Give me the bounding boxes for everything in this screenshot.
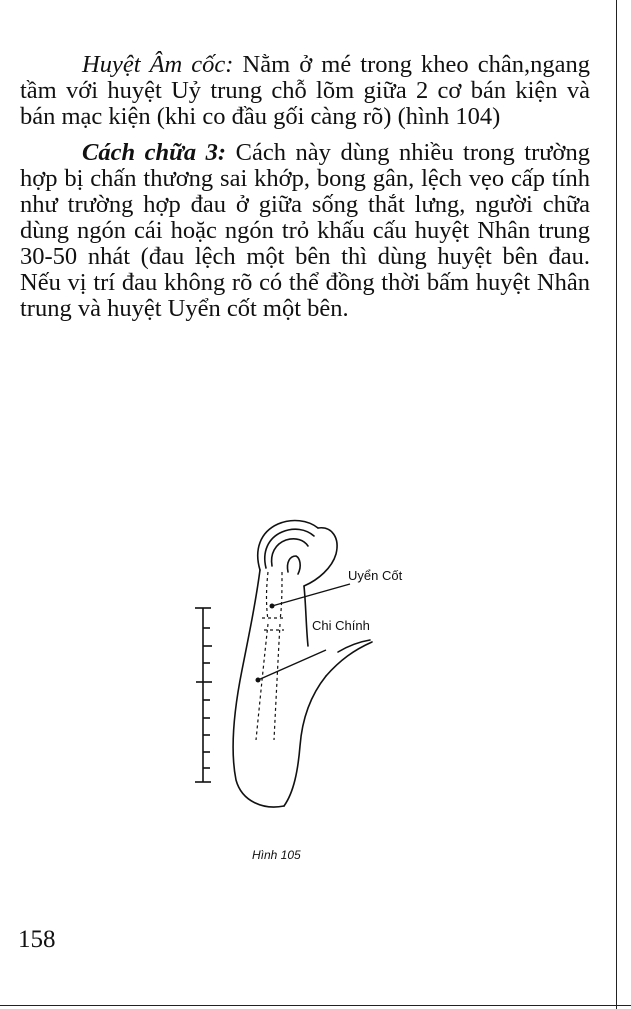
bone-lines xyxy=(256,572,286,740)
label-chi-chinh: Chi Chính xyxy=(312,618,370,633)
body-text xyxy=(20,52,590,332)
ruler xyxy=(195,608,212,782)
paragraph-body: Nằm ở mé trong kheo chân,ngang tầm với huyệt Uỷ trung chỗ lõm giữa 2 cơ bán kiện và bán mạc kiện (khi co đầu gối càng rõ) (hình 104) xyxy=(20,51,590,130)
page-edge-line xyxy=(616,0,618,1009)
paragraph-lead: Huyệt Âm cốc: xyxy=(82,51,234,78)
figure-caption: Hình 105 xyxy=(252,848,301,862)
hand-outline xyxy=(233,521,372,807)
page-number: 158 xyxy=(18,926,56,953)
uyen-cot-point xyxy=(270,604,275,609)
label-uyen-cot: Uyển Cốt xyxy=(348,568,403,583)
hand-drawing xyxy=(190,510,450,840)
paragraph-lead: Cách chữa 3: xyxy=(82,139,227,166)
paragraph-body: Cách này dùng nhiều trong trường hợp bị chấn thương sai khớp, bong gân, lệch vẹo cấp tính như trường hợp đau ở giữa sống thắt lưng, người chữa dùng ngón cái hoặc ngón trỏ khấu cấu huyệt Nhân trung 30-50 nhát (đau lệch một bên thì dùng huyệt bên đau. Nếu vị trí đau không rõ có thể đồng thời bấm huyệt Nhân trung và huyệt Uyển cốt một bên. xyxy=(20,139,590,322)
chi-chinh-point xyxy=(256,678,261,683)
hand-illustration xyxy=(190,510,450,840)
paragraph-cach-chua-3 xyxy=(20,140,590,322)
paragraph-am-coc xyxy=(20,52,590,130)
page-bottom-line xyxy=(0,1005,631,1007)
